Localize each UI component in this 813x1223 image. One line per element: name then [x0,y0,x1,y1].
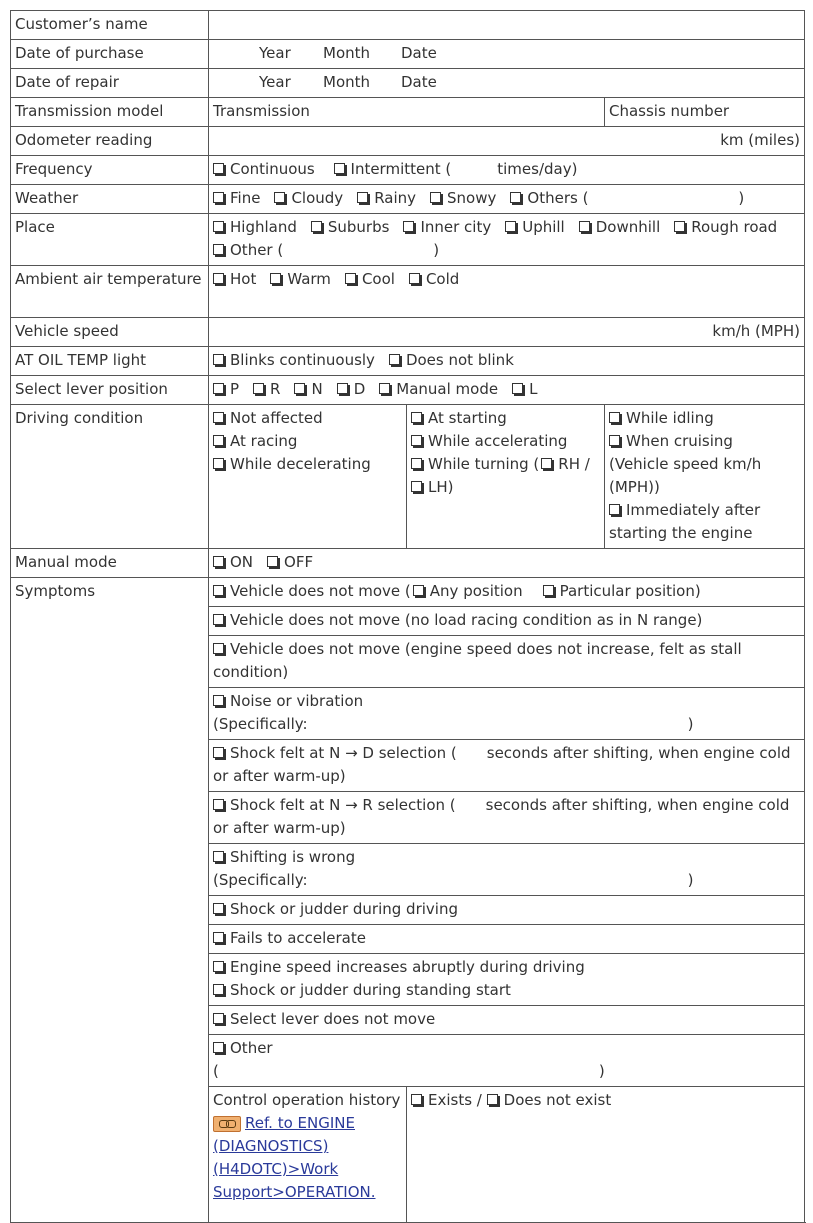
symptom-other[interactable]: Other ( ) [209,1035,805,1087]
row-oil-light [11,347,805,376]
checkbox-icon[interactable] [674,221,685,232]
field-ambient [209,266,805,318]
option-inner-city[interactable]: Inner city [403,218,491,236]
row-driving [11,405,805,549]
option-fine[interactable]: Fine [213,189,260,207]
option-p[interactable]: P [213,380,239,398]
date-label: Date [401,44,437,62]
checkbox-icon[interactable] [334,163,345,174]
field-customer-name[interactable] [209,11,805,40]
option-cloudy[interactable]: Cloudy [274,189,343,207]
label-speed: Vehicle speed [11,318,209,347]
symptom-shock-n-r[interactable]: Shock felt at N → R selection ( seconds after shifting, when engine cold or after warm-up) [209,792,805,844]
link-icon[interactable] [213,1116,241,1132]
option-rough-road[interactable]: Rough road [674,218,777,236]
symptom-stall[interactable]: Vehicle does not move (engine speed does not increase, felt as stall condition) [209,636,805,688]
option-decelerating[interactable]: While decelerating [213,453,402,476]
option-off[interactable]: OFF [267,553,313,571]
checkbox-icon[interactable] [213,244,224,255]
field-transmission-model[interactable]: Transmission [209,98,605,127]
checkbox-icon[interactable] [487,1094,498,1105]
checkbox-icon[interactable] [213,1042,224,1053]
checkbox-icon[interactable] [267,556,278,567]
symptom-shock-n-d[interactable]: Shock felt at N → D selection ( seconds after shifting, when engine cold or after warm-up) [209,740,805,792]
field-repair-date[interactable] [209,69,805,98]
field-purchase-date[interactable] [209,40,805,69]
cruise-speed-note: (Vehicle speed km/h (MPH)) [609,455,762,496]
label-oil-light: AT OIL TEMP light [11,347,209,376]
option-continuous[interactable]: Continuous [213,160,315,178]
checkbox-icon[interactable] [609,504,620,515]
option-warm[interactable]: Warm [270,270,331,288]
label-customer-name: Customer’s name [11,11,209,40]
checkbox-icon[interactable] [213,961,224,972]
option-suburbs[interactable]: Suburbs [311,218,390,236]
checkbox-icon[interactable] [411,1094,422,1105]
row-symptom-1 [11,578,805,607]
checkbox-icon[interactable] [411,435,422,446]
option-hot[interactable]: Hot [213,270,256,288]
checkbox-icon[interactable] [213,747,224,758]
checkbox-icon[interactable] [379,383,390,394]
row-frequency [11,156,805,185]
checkbox-icon[interactable] [213,163,224,174]
label-transmission: Transmission model [11,98,209,127]
symptom-fails-accelerate[interactable]: Fails to accelerate [209,925,805,954]
symptom-engine-speed[interactable]: Engine speed increases abruptly during driving Shock or judder during standing start [209,954,805,1006]
option-at-starting[interactable]: At starting [411,407,600,430]
checkbox-icon[interactable] [253,383,264,394]
checkbox-icon[interactable] [430,192,441,203]
checkbox-icon[interactable] [413,585,424,596]
row-purchase-date [11,40,805,69]
checkbox-icon[interactable] [213,412,224,423]
checkbox-icon[interactable] [270,273,281,284]
field-odometer[interactable]: km (miles) [209,127,805,156]
symptom-no-load-racing[interactable]: Vehicle does not move (no load racing condition as in N range) [209,607,805,636]
option-snowy[interactable]: Snowy [430,189,496,207]
label-purchase-date: Date of purchase [11,40,209,69]
checkbox-icon[interactable] [311,221,322,232]
checkbox-icon[interactable] [213,435,224,446]
field-manual [209,549,805,578]
checkbox-icon[interactable] [543,585,554,596]
checkbox-icon[interactable] [411,412,422,423]
option-uphill[interactable]: Uphill [505,218,565,236]
checkbox-icon[interactable] [505,221,516,232]
label-frequency: Frequency [11,156,209,185]
checkbox-icon[interactable] [541,458,552,469]
label-manual: Manual mode [11,549,209,578]
checkbox-icon[interactable] [403,221,414,232]
row-transmission [11,98,805,127]
option-manual-mode[interactable]: Manual mode [379,380,498,398]
checkbox-icon[interactable] [411,458,422,469]
ref-link[interactable]: Ref. to ENGINE (DIAGNOSTICS) (H4DOTC)>Work Support>OPERATION. [213,1114,376,1201]
checkbox-icon[interactable] [213,273,224,284]
checkbox-icon[interactable] [274,192,285,203]
option-on[interactable]: ON [213,553,253,571]
checkbox-icon[interactable] [213,383,224,394]
year-label: Year [259,73,291,91]
option-cold[interactable]: Cold [409,270,459,288]
checkbox-icon[interactable] [609,435,620,446]
label-symptoms: Symptoms [11,578,209,1223]
label-driving: Driving condition [11,405,209,549]
option-accelerating[interactable]: While accelerating [411,430,600,453]
option-l[interactable]: L [512,380,537,398]
label-repair-date: Date of repair [11,69,209,98]
option-highland[interactable]: Highland [213,218,297,236]
driving-col-2 [407,405,605,549]
field-place: Highland Suburbs Inner city Uphill Downhill Rough road Other ( ) [209,214,805,266]
field-speed[interactable]: km/h (MPH) [209,318,805,347]
symptom-lever-stuck[interactable]: Select lever does not move [209,1006,805,1035]
checkbox-icon[interactable] [213,984,224,995]
checkbox-icon[interactable] [213,614,224,625]
driving-col-3 [605,405,805,549]
checkbox-icon[interactable] [213,799,224,810]
option-exists[interactable]: Exists / [411,1091,482,1109]
date-label: Date [401,73,437,91]
checkbox-icon[interactable] [213,903,224,914]
checkbox-icon[interactable] [609,412,620,423]
checkbox-icon[interactable] [357,192,368,203]
option-not-exists[interactable]: Does not exist [487,1091,612,1109]
checkbox-icon[interactable] [213,1013,224,1024]
option-cool[interactable]: Cool [345,270,395,288]
checkbox-icon[interactable] [512,383,523,394]
label-place: Place [11,214,209,266]
option-at-racing[interactable]: At racing [213,430,402,453]
field-frequency [209,156,805,185]
option-blinks[interactable]: Blinks continuously [213,351,375,369]
option-idling[interactable]: While idling [609,407,800,430]
checkbox-icon[interactable] [213,695,224,706]
option-rainy[interactable]: Rainy [357,189,416,207]
option-after-start[interactable]: Immediately after starting the engine [609,501,761,542]
row-place [11,214,805,266]
row-repair-date [11,69,805,98]
row-manual [11,549,805,578]
label-history: Control operation history Ref. to ENGINE (DIAGNOSTICS) (H4DOTC)>Work Support>OPERATION. [209,1087,407,1223]
checkbox-icon[interactable] [213,851,224,862]
label-odometer: Odometer reading [11,127,209,156]
diagnosis-form [10,10,805,1223]
checkbox-icon[interactable] [510,192,521,203]
checkbox-icon[interactable] [213,556,224,567]
option-n[interactable]: N [294,380,322,398]
row-lever [11,376,805,405]
field-chassis-number[interactable]: Chassis number [605,98,805,127]
month-label: Month [323,44,371,62]
option-downhill[interactable]: Downhill [579,218,661,236]
option-r[interactable]: R [253,380,280,398]
checkbox-icon[interactable] [579,221,590,232]
driving-col-1 [209,405,407,549]
checkbox-icon[interactable] [213,585,224,596]
field-lever [209,376,805,405]
checkbox-icon[interactable] [345,273,356,284]
symptom-no-move-position[interactable]: Vehicle does not move ( Any position Particular position) [209,578,805,607]
option-others[interactable]: Others ( [510,189,588,207]
checkbox-icon[interactable] [213,932,224,943]
year-label: Year [259,44,291,62]
checkbox-icon[interactable] [409,273,420,284]
month-label: Month [323,73,371,91]
checkbox-icon[interactable] [213,221,224,232]
row-ambient [11,266,805,318]
row-customer-name [11,11,805,40]
label-ambient: Ambient air temperature [11,266,209,318]
option-intermittent[interactable]: Intermittent ( [334,160,452,178]
field-history [407,1087,805,1223]
option-cruising[interactable]: When cruising [609,430,800,453]
times-per-day-label: times/day) [497,160,578,178]
checkbox-icon[interactable] [213,192,224,203]
option-not-affected[interactable]: Not affected [213,407,402,430]
checkbox-icon[interactable] [389,354,400,365]
option-turning[interactable]: While turning ( RH / LH) [411,453,600,499]
checkbox-icon[interactable] [213,458,224,469]
checkbox-icon[interactable] [213,643,224,654]
checkbox-icon[interactable] [294,383,305,394]
row-weather [11,185,805,214]
checkbox-icon[interactable] [411,481,422,492]
row-speed [11,318,805,347]
symptom-shifting-wrong[interactable]: Shifting is wrong (Specifically: ) [209,844,805,896]
checkbox-icon[interactable] [213,354,224,365]
option-no-blink[interactable]: Does not blink [389,351,514,369]
field-oil-light [209,347,805,376]
label-weather: Weather [11,185,209,214]
symptom-noise[interactable]: Noise or vibration (Specifically: ) [209,688,805,740]
option-d[interactable]: D [337,380,366,398]
checkbox-icon[interactable] [337,383,348,394]
option-other[interactable]: Other ( [213,241,283,259]
row-odometer [11,127,805,156]
symptom-shock-driving[interactable]: Shock or judder during driving [209,896,805,925]
label-lever: Select lever position [11,376,209,405]
field-weather: Fine Cloudy Rainy Snowy Others ( ) [209,185,805,214]
